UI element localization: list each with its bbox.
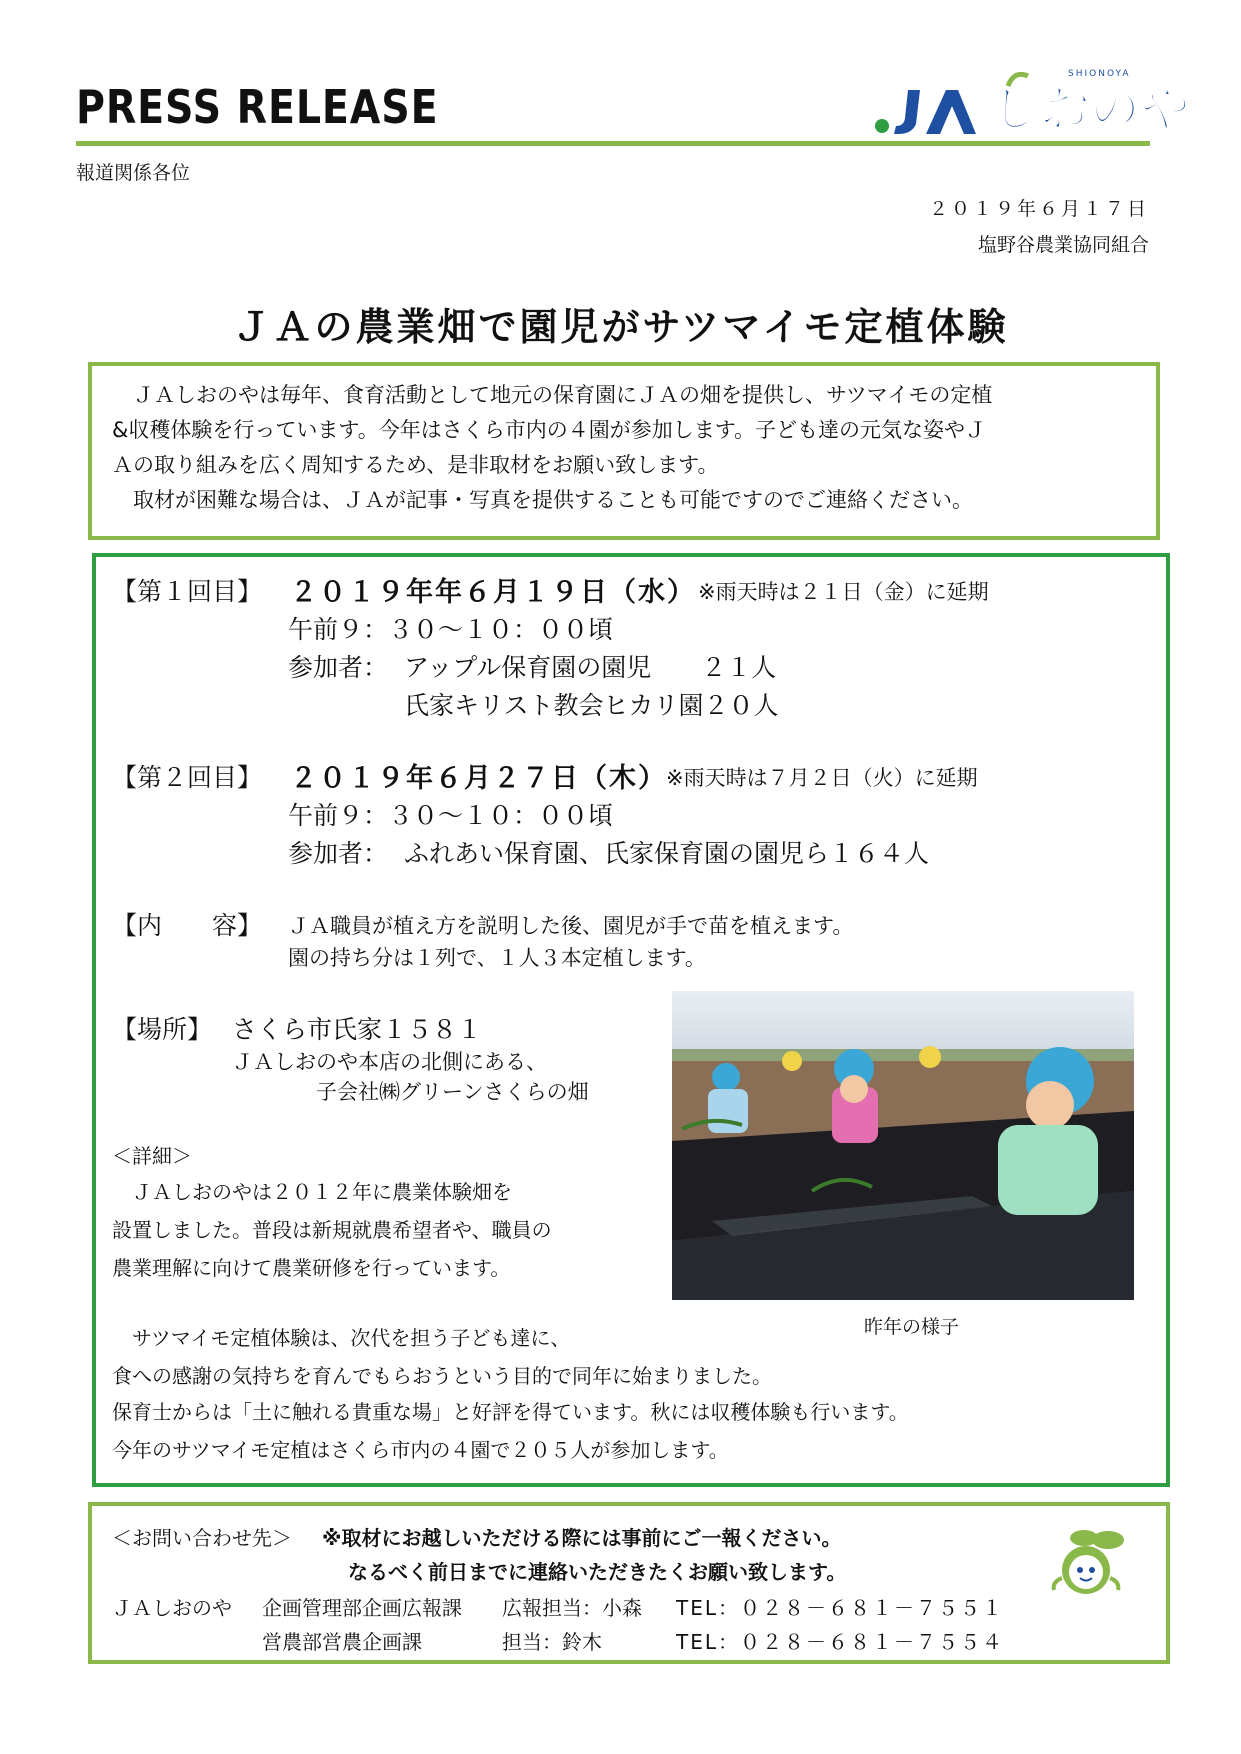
- session1-participant: 氏家キリスト教会ヒカリ園２０人: [404, 691, 779, 720]
- session2-participant: ふれあい保育園、氏家保育園の園児ら１６４人: [404, 839, 930, 868]
- details-line: 食への感謝の気持ちを育んでもらおうという目的で同年に始まりました。: [112, 1364, 772, 1388]
- session2-date: ２０１９年６月２７日（木）: [290, 763, 667, 794]
- content-label: 【内 容】: [112, 911, 263, 940]
- intro-line: ＪＡしおのやは毎年、食育活動として地元の保育園にＪＡの畑を提供し、サツマイモの定植: [112, 383, 993, 407]
- details-line: 今年のサツマイモ定植はさくら市内の４園で２０５人が参加します。: [112, 1438, 729, 1462]
- details-line: 設置しました。普段は新規就農希望者や、職員の: [112, 1218, 552, 1242]
- details-line: 保育士からは「土に触れる貴重な場」と好評を得ています。秋には収穫体験も行います。: [112, 1400, 909, 1424]
- details-label: ＜詳細＞: [112, 1144, 192, 1168]
- intro-line: 取材が困難な場合は、ＪＡが記事・写真を提供することも可能ですのでご連絡ください。: [112, 488, 973, 512]
- press-release-heading: PRESS RELEASE: [76, 80, 439, 134]
- header-divider: [76, 141, 1150, 146]
- page-title: ＪＡの農業畑で園児がサツマイモ定植体験: [232, 305, 1009, 349]
- contact-note: なるべく前日までに連絡いただきたくお願い致します。: [348, 1560, 847, 1584]
- contact-label: ＜お問い合わせ先＞: [112, 1526, 292, 1550]
- recipients: 報道関係各位: [76, 162, 191, 184]
- planting-photo: [672, 991, 1134, 1300]
- details-line: サツマイモ定植体験は、次代を担う子ども達に、: [112, 1326, 571, 1350]
- contact-note: ※取材にお越しいただける際には事前にご一報ください。: [322, 1526, 842, 1550]
- intro-line: &収穫体験を行っています。今年はさくら市内の４園が参加します。子ども達の元気な姿やＪ: [112, 418, 987, 442]
- contact-dept: 企画管理部企画広報課: [262, 1596, 462, 1620]
- contact-org: ＪＡしおのや: [112, 1596, 232, 1620]
- contact-person: 広報担当：小森: [502, 1596, 642, 1620]
- location-line: ＪＡしおのや本店の北側にある、: [232, 1050, 547, 1074]
- session2-label: 【第２回目】: [112, 763, 263, 792]
- ja-shionoya-logo: [868, 66, 1190, 142]
- session1-label: 【第１回目】: [112, 577, 263, 606]
- session1-participants-label: 参加者：: [288, 653, 389, 682]
- session2-time: 午前９：３０～１０：００頃: [288, 801, 614, 830]
- details-line: ＪＡしおのやは２０１２年に農業体験畑を: [112, 1180, 512, 1204]
- mascot-icon: [1044, 1526, 1134, 1600]
- location-label: 【場所】: [112, 1015, 213, 1044]
- svg-text:しおのや: しおのや: [990, 80, 1190, 138]
- release-date: ２０１９年６月１７日: [928, 198, 1149, 220]
- session1-participant: アップル保育園の園児 ２１人: [404, 653, 777, 682]
- contact-person: 担当：鈴木: [502, 1630, 602, 1654]
- session1-date: ２０１９年年６月１９日（水）: [290, 577, 696, 608]
- content-line: 園の持ち分は１列で、１人３本定植します。: [288, 946, 706, 970]
- session2-rain-note: ※雨天時は７月２日（火）に延期: [666, 766, 978, 790]
- contact-dept: 営農部営農企画課: [262, 1630, 422, 1654]
- location-line: 子会社㈱グリーンさくらの畑: [316, 1080, 589, 1104]
- contact-phone: TEL：０２８－６８１－７５５１: [676, 1596, 1004, 1620]
- location-address: さくら市氏家１５８１: [232, 1015, 483, 1044]
- contact-phone: TEL：０２８－６８１－７５５４: [676, 1630, 1004, 1654]
- session1-rain-note: ※雨天時は２１日（金）に延期: [698, 580, 989, 604]
- photo-caption: 昨年の様子: [864, 1316, 960, 1338]
- session1-time: 午前９：３０～１０：００頃: [288, 615, 614, 644]
- intro-text: [112, 378, 1142, 518]
- organization-name: 塩野谷農業協同組合: [977, 234, 1149, 256]
- svg-text:SHIONOYA: SHIONOYA: [1068, 69, 1131, 79]
- details-line: 農業理解に向けて農業研修を行っています。: [112, 1256, 511, 1280]
- content-line: ＪＡ職員が植え方を説明した後、園児が手で苗を植えます。: [288, 914, 854, 938]
- session2-participants-label: 参加者：: [288, 839, 389, 868]
- intro-line: Ａの取り組みを広く周知するため、是非取材をお願い致します。: [112, 453, 719, 477]
